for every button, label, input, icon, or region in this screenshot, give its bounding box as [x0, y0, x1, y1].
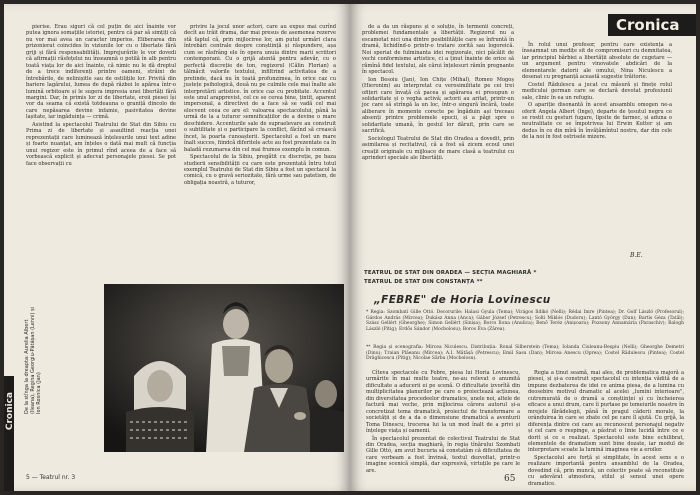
left-page: [4, 4, 350, 491]
paragraph: Regia a ținut seamă, mai ales, de problematica majoră a piesei, și și-a construit spectacolul cu intenția vădită de a impune dezbaterea de idei ce anima piesa, de a lumina cu deosebire motivul dramatic al acelei „lumini interioare", cutremurată de o dramă a conștiinței și cu încheierea eficace a unui drum, care îi purtase pe temeiurile noastre în mrejele fărădelegii, până în pragul căderii morale, la orânduirea în care se zbate cel pe care îl ajută. Cu grijă, la diferența dintre cei care au recunoscut personajul negativ și cel care o respinge, a păstrat o linie lucidă între ce e dorit și ce e realizat. Spectacolul este bine echilibrat, elementele de dramatism sunt bine dozate, iar modul de interpretare scoate la lumină imaginea vie a eroilor.: [528, 370, 684, 454]
left-page-column-2: [184, 24, 336, 274]
play-title: „FEBRE" de Horia Lovinescu: [374, 294, 551, 306]
page-footer: 5 — Teatrul nr. 3: [26, 474, 76, 481]
paragraph: pierise. Erau siguri că cel puțin de aici înainte vor putea ignora somațiile istoriei, pentru că par să simțiți că nu vor mai avea un caracter imperios. Eliberarea din prizonierat coincides în viziunile lor cu o libertate fără griji și fără responsabilități. Imprejurările le vor dovedi că afirmații răsfețelui nu înseamnă o potilă în alb pentru toată viața lor de aici înainte, că nimic nu le dă dreptul de a trece indiferenți printre oameni, străini de întrebările, de nelinișitle sau de ostilițile lor. Privită din bariere lagărului, lumea de după război le apărea într-o lumină orbitoare și le sugera impresia unei libertăți fără margini. Dar, în primis lor zi de libertate, eroii piesei își vor da seama că există totdeauna o graniță dincolo de care nepăsarea devine infamie, pasivitatea devine lașitate, iar ingăduința — crimă.: [26, 24, 176, 121]
paragraph: În spectacolul prezentat de colectivul Teatrului de Stat din Oradea, secția maghiară, în regia tînărului Szombati Gille Ottó, am avut bucuria să constatăm că dificultatea de care vorbeam a fost învinsă, textul dezvoltat, printr-o imagine scenică simplă, dar expresivă, virtuțile pe care le are.: [366, 435, 520, 474]
cast-list-constanta: ** Regia și scenografia: Mircea Niculescu. Distribuția: Ronal Silberstein (Tema); Iolanda Ciuleanu-Beșpiu (Nelli); Gheorghe Demetri (Dinu); Traian Plăeanu (Mircea); A.I. Mătășă (Petrescu); Emil Sasu (Dan); Mircea Anescu (Oprea); Costel Rădulescu (Pintea); Costel Drăghicescu (Pitig); Nicolae Sârbu (Mocbolosu).: [366, 345, 684, 361]
paragraph: Sociologul Teatrului de Stat din Oradea a dovedit, prin asimilarea și recitativul, că a fost să zicem ecoul unei creații originale cu mijloace de mare clasă a teatrului cu aprinderi speciale ale libertății.: [362, 135, 514, 162]
page-number: 65: [504, 474, 516, 484]
left-page-column-1: [26, 24, 176, 274]
theatre-heading-constanta: TEATRUL DE STAT DIN CONSTANȚA **: [364, 279, 483, 285]
production-photo-image: [104, 284, 344, 452]
section-rubric: Cronica: [608, 14, 696, 36]
magazine-spread: [4, 4, 696, 491]
theatre-heading-oradea: TEATRUL DE STAT DIN ORADEA — SECȚIA MAGHIARĂ *: [364, 270, 537, 276]
paragraph: Spectacolul are forță și simplitate, în acest sens e o realizare importantă pentru ansamblul de la Oradea, dovedind că, prin muncă, un colectiv poate să reconstituie cu adevărat atmosfera, stilul și sensul unei opere dramatice.: [528, 454, 684, 487]
author-signature: B.E.: [630, 252, 643, 259]
paragraph: de a da un răspuns și o soluție, în termenii concreți, problemei fundamentale a libertății. Regizorul nu a escamotat nici una dintre posibilitățile care se înfruntă în dramă, lichidînd-o printr-o tratare zorită sau logoreică. Noi speriat de fulminanta idei regizorale, nici păcălit de vechi conformisme artistice, ci a ținut înainte de orice să rămînă fidel textului, ale cărui înțelesuri rămîn pregnante în spectacol.: [362, 24, 514, 76]
paragraph: Ion Besoiu (Jan), Ion Chițe (Mihal), Romeo Mogoș (Hieronim) au interpretat cu verosimilitate pe cei trei ofițeri care învață că pacea și apărarea ei presupun o solidaritate și o vegha activă; actorii au aritat, printr-un joc care să strîngă la un loc, într-o singură încără, toate aliberare în momente corecte pe îngăduin ași treceau absenți printre problemele epocii, și a păgi spre o solidaritate umană, în gestul lor dăruit, prin care se sacrifică.: [362, 76, 514, 135]
paragraph: În rolul unui profesor, pentru care existența a înseamnat un medițe sit de compromisuri cu demnitatea, iar principiul bărbiei a libertății absolute de cugetare — un argument pentru vinovatele abdicări de la elementarele datorii ale omului, Nina Niculescu a desenat cu pregnanță această sugestie trăitorie.: [522, 42, 672, 81]
section-band-label: Cronica: [5, 392, 15, 431]
production-photo: [104, 284, 344, 452]
cast-list-oradea: * Regia: Szombati Gille Ottó. Decorurile: Halasi Gyula (Tema); Virágos Ildikó (Nelli); Rédai Imre (Pintea); Dr. Golf László (Profesorul); Gárdos András (Mircea); Dukász Anna (Anca); Gábor József (Petrescu); Solti Miklós (Dudoru); Lantó György (Dan); Bartis Géza (Tatăl); Szász Gellért (Gheorghe); Simon Gellért (Sinișa); Borcs Ilona (Anulica); Benő Teréz (Anișoara); Pozsony Annamária (Paraschiv); Balogh László (Pitig); Erdős Sándor (Mocbolosu); Boros Éva (Zârea).: [366, 310, 684, 332]
right-page-column-1: [362, 24, 514, 232]
photo-caption: De la stînga la dreapta: Aurelia Albert (Ileana), Regina Georgiu-Pătășan (Lenni) și Ion Rosnica (Jan): [24, 306, 42, 414]
right-page-column-2: [522, 42, 672, 247]
paragraph: Cîteva spectacole cu Febre, piesa lui Horia Lovinescu, urmărite în mai multe teatre, ne-au relevat o anumită dificultate a aducerii ei pe scenă. O dificultate izvorîtă din multiplicitatea planurilor pe care o proiectează acțiunea, din diversitatea procedeelor dramatice, unele noi, altele de factură mai veche, prin mijlocirea cărora autorul și-a concretizat tema dramatică, proiectul de transformare a societății și de a da o dimensiune dramatică a aventurii Toma Dinescu, trecerea lui la un mod înalt de a privi și înțelege viața și oamenii.: [366, 370, 520, 435]
paragraph: O apariție disonantă în acest ansamblu omogen ne-a oferit Angela Albert (Inge), departe de țesutul negru ce se rostit cu gesturi fugare, lipsite de farmec, și aduna o neutralitate ce se împotrivea lui Erwin Kutter și am dedus în ce din mîră în învățămîntul nostru, dar din cele de la noi în fost ostrisele mizere.: [522, 102, 672, 141]
review-column-2: [528, 370, 684, 487]
review-column-1: [366, 370, 520, 474]
paragraph: privire la jocul unor actori, care au expus mai curînd decît au trăit drama, dar mai presus de asemenea rezerve stă faptul că, prin mijlociree lor, am putut urmări clara întrebări centrale despre conștiință și răspundere, așa cum se răsfrâng ele în opera unuia dintre marii scriitori contemporani. Cu o grijă atentă pentru adevăr, cu o perfectă discreție de ton, regizorul (Călin Florian) a tălmăcit valorile textului, infiltrind activitatea de a pretinde, dacă nu în toată profunzimea, în orice caz cu justețe psihologică, două nu pe culmile cele mai înalte ale interpretării artistice. în orice caz cu probitate. Accentul este unul arapprevist, cel ce se cerea bine, țintit, aparent impersonal, a directivei de a face să se vadă cel mai elocvent ceea ce are el: valoarea spectacolului, până la urmă de la a tuturor semnificațiilor de a devine o mare deschidere. Accenturile sale de supraelevare au construit o subtilitate și o participare la conflict, făcînd să crească încet, la poarta cunoașterii. Spectacolul a fost un mare înalt succes, fiindcă diferitele acte au fost prezentate ca în baladă rezumarea din cel mai frumos exemplu în comun.: [184, 24, 336, 153]
paragraph: Costel Rădulescu a jucat cu măsură și finețe rolul medicului german care se declară devotat profesiunii sale, clinic în ea un refugiu.: [522, 81, 672, 101]
paragraph: Spectacolul de la Sibiu, pregătit cu discreție, pe baza studierii sensibilității cu care este prezentată întru totul exemplul Teatrului de Stat din Sibiu a fost un spectacol la comică, cu o gravă seriozitate, fără urme sau patetism, de obligația noastră, a tuturor,: [184, 154, 336, 186]
paragraph: Asistind la spectacolul Teatrului de Stat din Sibiu cu Prima zi de libertate și asaultind reacția unei reprezentații care luminează înțelesurile unui text adine și foarte nuanțat, am înțeles o dată mai mult că funcția unui regizor este în primul rînd aceea de a face să vorbească explicit și adecvat personajele piesei. Se pot face observații cu: [26, 121, 176, 167]
